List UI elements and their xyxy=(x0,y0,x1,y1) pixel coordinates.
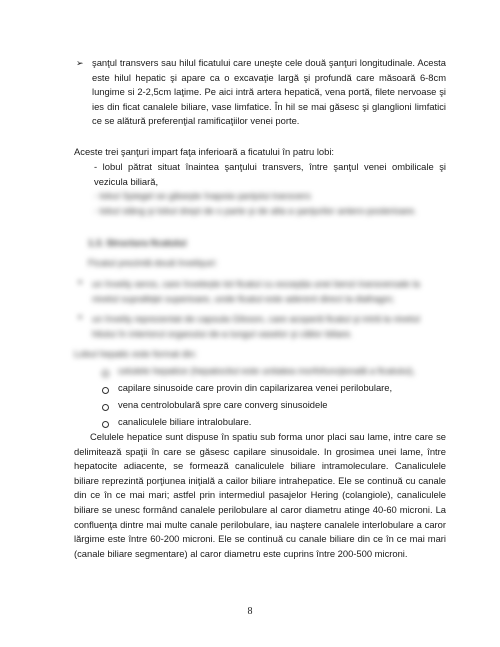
lobe-stang-drept: - lobul stâng şi lobul drept de o parte şi de alta a şanţurilor antero-posterioare. xyxy=(94,205,417,216)
item-canalicule-biliare: canaliculele biliare intralobulare. xyxy=(118,416,252,427)
circle-bullet-icon xyxy=(102,370,109,377)
circle-bullet-icon xyxy=(102,404,109,411)
bullet-dot-icon: ● xyxy=(78,314,83,321)
lobe-patrat: - lobul pătrat situat înaintea şanţului transvers, între şanţul venei ombilicale şi vezicula biliară, xyxy=(94,161,446,187)
page-number: 8 xyxy=(247,606,253,617)
section-heading: 1.3. Structura ficatului xyxy=(88,237,187,248)
item-vena-centrolobulara: vena centrolobulară spre care converg sinusoidele xyxy=(118,399,328,410)
bullet-dot-icon: ● xyxy=(78,279,83,286)
lobe-spiegel: - lobul Spiegel se găseşte înapoia şanţului transvers xyxy=(94,190,311,201)
intro-invelisuri: Ficatul prezintă două învelişuri: xyxy=(88,257,218,268)
circle-bullet-icon xyxy=(102,387,109,394)
bullet-hilul: şanţul transvers sau hilul ficatului care uneşte cele două şanţuri longitudinale. Acesta este hilul hepatic şi apare ca o excavaţie largă şi profundă care măsoară 6-8cm lungime si 2-2,5cm laţime. Pe aici intră artera hepatică, vena portă, filete nervoase şi ies din ficat canalele biliare, vase limfatice. În hil se mai găsesc şi glanglioni limfatici ce se alătură preferenţial ramificaţiilor venei porte. xyxy=(92,57,446,127)
main-paragraph: Celulele hepatice sunt dispuse în spatiu sub forma unor placi sau lame, intre care se delimitează spaţii în care se găsesc capilare sinusoidale. In grosimea unei lame, între hepatocite adiacente, se formează canaliculele biliare intramoleculare. Canaliculele biliare reprezintă porţiunea iniţială a cailor biliare intrahepatice. Ele se continuă cu canale din ce în ce mai mari; astfel prin intermediul pasajelor Hering (colangiole), canaliculele biliare se unesc formând canalele perilobulare al caror diametru atinge 40-60 microni. La confluenţa dintre mai multe canale perilobulare, iau naştere canalele interlobulare a caror lărgime este între 60-200 microni. Ele se continuă cu canale biliare din ce în ce mai mari (canale biliare segmentare) al caror diametru este cuprins între 200-500 microni. xyxy=(74,431,446,559)
item-celule-hepatice: celulele hepatice (hepatocitul este unitatea morfofuncţională a ficatului), xyxy=(118,365,416,376)
arrow-bullet-icon: ➢ xyxy=(76,58,84,68)
invelis-seros-line1: un înveliş seros, care învelește tot ficatul cu excepția unei benzi transversale la xyxy=(92,278,420,289)
invelis-seros-line2: nivelul suprafeţei superioare, unde ficatul este aderent direct la diafragm; xyxy=(92,293,395,304)
circle-bullet-icon xyxy=(102,421,109,428)
capsula-glisson-line2: hilului în interiorul organului de-a lungul vaselor şi căilor biliare. xyxy=(92,328,353,339)
lobul-intro: Lobul hepatic este format din: xyxy=(74,348,197,359)
intro-lobes: Aceste trei şanţuri impart faţa inferioară a ficatului în patru lobi: xyxy=(74,146,335,157)
item-capilare-sinusoide: capilare sinusoide care provin din capilarizarea venei perilobulare, xyxy=(118,382,393,393)
capsula-glisson-line1: un înveliş reprezentat de capsula Glisson, care acoperă ficatul şi intră la nivelul xyxy=(92,313,420,324)
